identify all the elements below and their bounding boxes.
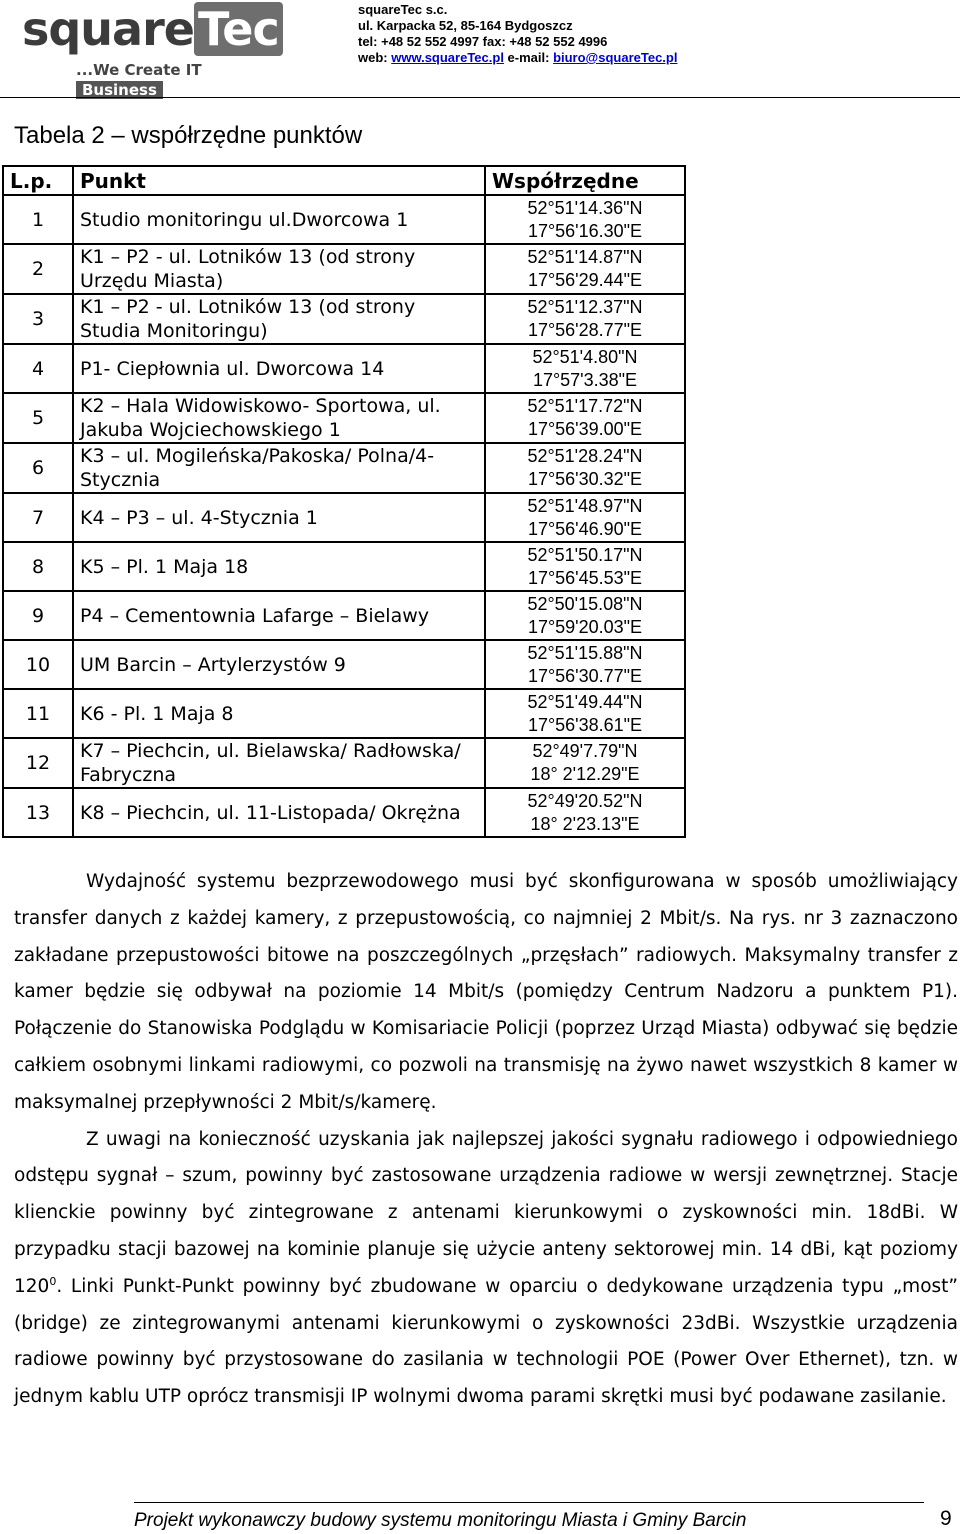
footer-title: Projekt wykonawczy budowy systemu monitoringu Miasta i Gminy Barcin bbox=[134, 1510, 747, 1531]
latitude: 52°51'14.36"N bbox=[527, 197, 643, 218]
row-number: 5 bbox=[3, 393, 73, 443]
longitude: 17°56'46.90"E bbox=[527, 518, 643, 539]
row-number: 4 bbox=[3, 344, 73, 393]
row-coordinates bbox=[485, 689, 685, 738]
row-number: 3 bbox=[3, 294, 73, 344]
row-coordinates bbox=[485, 195, 685, 244]
longitude: 17°56'29.44"E bbox=[527, 270, 643, 290]
company-web-email: web: www.squareTec.pl e-mail: biuro@squareTec.pl bbox=[358, 50, 678, 65]
row-number: 10 bbox=[3, 640, 73, 689]
latitude: 52°49'20.52"N bbox=[527, 790, 643, 811]
table-row bbox=[3, 738, 685, 788]
table-row bbox=[3, 542, 685, 591]
header-divider bbox=[0, 97, 960, 98]
longitude: 17°59'20.03"E bbox=[527, 616, 643, 637]
row-coordinates bbox=[485, 493, 685, 542]
row-point: Studio monitoringu ul.Dworcowa 1 bbox=[73, 195, 485, 244]
latitude: 52°51'12.37"N bbox=[527, 297, 643, 317]
row-point: K1 – P2 - ul. Lotników 13 (od strony Urzędu Miasta) bbox=[73, 244, 485, 294]
row-coordinates bbox=[485, 393, 685, 443]
page-header bbox=[0, 0, 960, 99]
row-point: K8 – Piechcin, ul. 11-Listopada/ Okrężna bbox=[73, 788, 485, 837]
row-point: K4 – P3 – ul. 4-Stycznia 1 bbox=[73, 493, 485, 542]
row-coordinates bbox=[485, 542, 685, 591]
paragraph-1: Wydajność systemu bezprzewodowego musi być skonfigurowana w sposób umożliwiający transfer danych z każdej kamery, z przepustowością, co najmniej 2 Mbit/s. Na rys. nr 3 zaznaczono zakładane przepustowości bitowe na poszczególnych „przęsłach” radiowych. Maksymalny transfer z kamer będzie się odbywał na poziomie 14 Mbit/s (pomiędzy Centrum Nadzoru a punktem P1). Połączenie do Stanowiska Podglądu w Komisariacie Policji (poprzez Urząd Miasta) odbywać się będzie całkiem osobnymi linkami radiowymi, co pozwoli na transmisję na żywo nawet wszystkich 8 kamer w maksymalnej przepływności 2 Mbit/s/kamerę. bbox=[14, 871, 958, 1113]
company-phones: tel: +48 52 552 4997 fax: +48 52 552 4996 bbox=[358, 34, 608, 49]
body-text bbox=[14, 864, 958, 1416]
table-row bbox=[3, 443, 685, 493]
page-number: 9 bbox=[940, 1507, 952, 1530]
longitude: 17°56'28.77"E bbox=[527, 320, 643, 340]
table-row bbox=[3, 788, 685, 837]
longitude: 17°56'38.61"E bbox=[527, 714, 643, 735]
table-row bbox=[3, 689, 685, 738]
row-point: UM Barcin – Artylerzystów 9 bbox=[73, 640, 485, 689]
header-nr: L.p. bbox=[3, 166, 73, 195]
row-coordinates bbox=[485, 738, 685, 788]
row-point: K7 – Piechcin, ul. Bielawska/ Radłowska/ Fabryczna bbox=[73, 738, 485, 788]
longitude: 17°56'45.53"E bbox=[527, 567, 643, 588]
longitude: 17°56'30.77"E bbox=[527, 665, 643, 686]
row-number: 6 bbox=[3, 443, 73, 493]
latitude: 52°51'50.17"N bbox=[527, 544, 643, 565]
row-coordinates bbox=[485, 788, 685, 837]
longitude: 17°56'39.00"E bbox=[527, 419, 643, 439]
latitude: 52°51'14.87"N bbox=[527, 247, 643, 267]
header-coords: Współrzędne bbox=[485, 166, 685, 195]
longitude: 17°56'30.32"E bbox=[527, 469, 643, 489]
latitude: 52°49'7.79"N bbox=[532, 741, 638, 761]
table-row bbox=[3, 195, 685, 244]
footer-divider bbox=[134, 1502, 924, 1503]
coordinates-table bbox=[2, 165, 686, 838]
row-coordinates bbox=[485, 640, 685, 689]
table-row bbox=[3, 591, 685, 640]
row-coordinates bbox=[485, 344, 685, 393]
row-number: 11 bbox=[3, 689, 73, 738]
email-link[interactable]: biuro@squareTec.pl bbox=[553, 50, 678, 65]
row-number: 12 bbox=[3, 738, 73, 788]
latitude: 52°51'28.24"N bbox=[527, 446, 643, 466]
row-point: K3 – ul. Mogileńska/Pakoska/ Polna/4-Stycznia bbox=[73, 443, 485, 493]
row-coordinates bbox=[485, 244, 685, 294]
latitude: 52°51'15.88"N bbox=[527, 642, 643, 663]
latitude: 52°51'48.97"N bbox=[527, 495, 643, 516]
row-coordinates bbox=[485, 443, 685, 493]
paragraph-2: Z uwagi na konieczność uzyskania jak najlepszej jakości sygnału radiowego i odpowiedniego odstępu sygnał – szum, powinny być zastosowane urządzenia radiowe w wersji zewnętrznej. Stacje klienckie powinny być zintegrowane z antenami kierunkowymi o zyskowności min. 18dBi. W przypadku stacji bazowej na kominie planuje się użycie anteny sektorowej min. 14 dBi, kąt poziomy $120^0$. Linki Punkt-Punkt powinny być zbudowane w oparciu o dedykowane urządzenia typu „most” (bridge) ze zintegrowanymi antenami kierunkowymi o zyskowności 23dBi. Wszystkie urządzenia radiowe powinny być przystosowane do zasilania w technologii POE (Power Over Ethernet), tzn. w jednym kablu UTP oprócz transmisji IP wolnymi dwoma parami skrętki musi być podawane zasilanie. bbox=[14, 1128, 958, 1408]
latitude: 52°51'49.44"N bbox=[527, 691, 643, 712]
row-point: K2 – Hala Widowiskowo- Sportowa, ul. Jakuba Wojciechowskiego 1 bbox=[73, 393, 485, 443]
company-contact bbox=[358, 2, 677, 66]
logo-tagline: ...We Create IT Business bbox=[76, 61, 202, 99]
row-number: 7 bbox=[3, 493, 73, 542]
table-row bbox=[3, 244, 685, 294]
table-row bbox=[3, 393, 685, 443]
row-point: K1 – P2 - ul. Lotników 13 (od strony Studia Monitoringu) bbox=[73, 294, 485, 344]
table-row bbox=[3, 294, 685, 344]
latitude: 52°51'4.80"N bbox=[532, 346, 638, 367]
row-number: 2 bbox=[3, 244, 73, 294]
row-point: P1- Ciepłownia ul. Dworcowa 14 bbox=[73, 344, 485, 393]
header-point: Punkt bbox=[73, 166, 485, 195]
company-name: squareTec s.c. bbox=[358, 2, 448, 17]
logo-wordmark: squareTec bbox=[22, 4, 283, 54]
table-row bbox=[3, 493, 685, 542]
table-row bbox=[3, 344, 685, 393]
row-number: 9 bbox=[3, 591, 73, 640]
row-point: K5 – Pl. 1 Maja 18 bbox=[73, 542, 485, 591]
longitude: 17°57'3.38"E bbox=[532, 369, 638, 390]
table-header-row bbox=[3, 166, 685, 195]
longitude: 18° 2'23.13"E bbox=[530, 813, 640, 834]
longitude: 17°56'16.30"E bbox=[527, 220, 643, 241]
table-title: Tabela 2 – współrzędne punktów bbox=[14, 122, 363, 149]
row-coordinates bbox=[485, 591, 685, 640]
table-row bbox=[3, 640, 685, 689]
company-address: ul. Karpacka 52, 85-164 Bydgoszcz bbox=[358, 18, 573, 33]
row-point: P4 – Cementownia Lafarge – Bielawy bbox=[73, 591, 485, 640]
row-point: K6 - Pl. 1 Maja 8 bbox=[73, 689, 485, 738]
row-coordinates bbox=[485, 294, 685, 344]
latitude: 52°51'17.72"N bbox=[527, 396, 643, 416]
row-number: 8 bbox=[3, 542, 73, 591]
longitude: 18° 2'12.29"E bbox=[530, 764, 640, 784]
website-link[interactable]: www.squareTec.pl bbox=[391, 50, 504, 65]
company-logo bbox=[22, 2, 279, 99]
row-number: 13 bbox=[3, 788, 73, 837]
latitude: 52°50'15.08"N bbox=[527, 593, 643, 614]
row-number: 1 bbox=[3, 195, 73, 244]
